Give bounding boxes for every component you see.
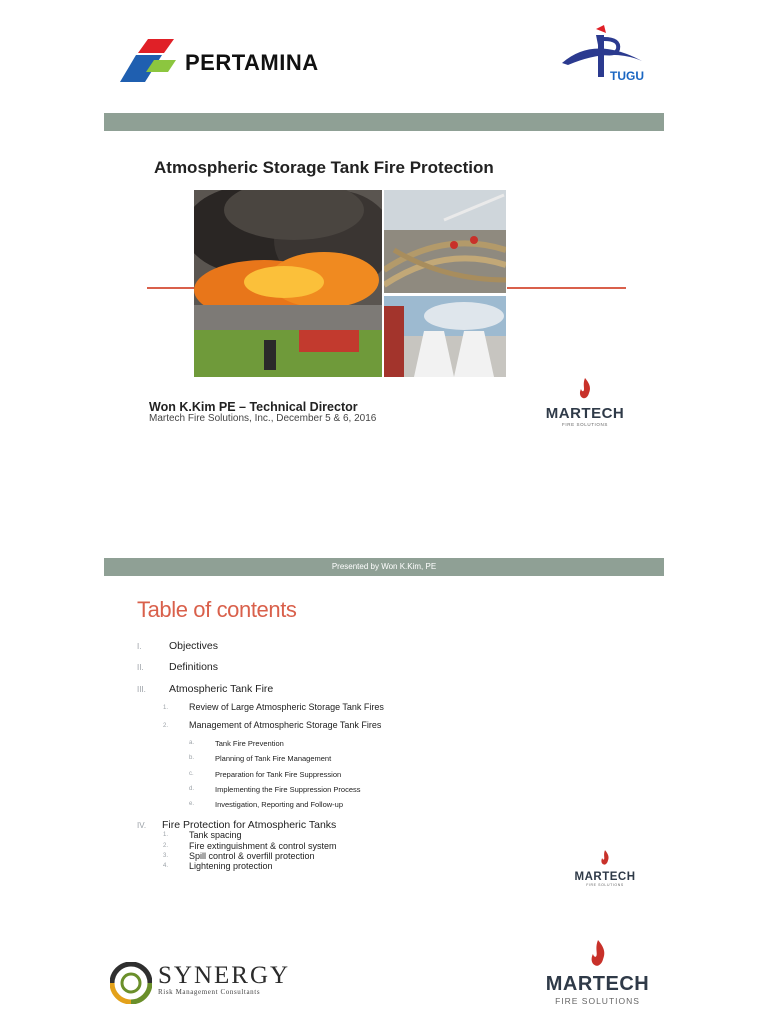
toc-subsection-label: Spill control & overfill protection — [189, 851, 315, 861]
martech-logo-word: MARTECH — [545, 405, 625, 422]
toc-item-letter: b. — [189, 755, 195, 761]
toc-item-label: Investigation, Reporting and Follow-up — [215, 800, 343, 809]
pertamina-logo-text: PERTAMINA — [185, 50, 319, 75]
toc-section-number: II. — [137, 663, 144, 672]
toc-item-label: Planning of Tank Fire Management — [215, 754, 332, 763]
toc-subsection-number: 1. — [163, 705, 169, 711]
presented-by-band: Presented by Won K.Kim, PE — [104, 558, 664, 576]
tank-spray-photo — [384, 296, 506, 377]
toc-subsection-label: Review of Large Atmospheric Storage Tank Fires — [189, 702, 384, 712]
toc-section-number: IV. — [137, 821, 147, 830]
toc-item-letter: c. — [189, 771, 194, 777]
toc-subsection-number: 1. — [163, 832, 169, 838]
martech-logo-sub: FIRE SOLUTIONS — [555, 996, 640, 1006]
toc-item-label: Preparation for Tank Fire Suppression — [215, 770, 342, 779]
toc-subsection-label: Fire extinguishment & control system — [189, 841, 337, 851]
toc-subsection-number: 2. — [163, 723, 169, 729]
presenter-affiliation: Martech Fire Solutions, Inc., December 5 & 6, 2016 — [149, 413, 377, 424]
toc-title: Table of contents — [137, 597, 297, 622]
toc-item-letter: e. — [189, 801, 195, 807]
toc-subsection-label: Lightening protection — [189, 861, 273, 871]
tugu-logo-text: TUGU — [610, 69, 644, 83]
flame-icon — [600, 850, 610, 866]
toc-subsection-number: 3. — [163, 853, 169, 859]
martech-logo-word: MARTECH — [574, 871, 636, 883]
martech-logo-word: MARTECH — [545, 973, 650, 995]
toc-item-label: Tank Fire Prevention — [215, 739, 284, 748]
tugu-logo — [560, 25, 644, 85]
toc-section-number: I. — [137, 642, 142, 651]
synergy-logo-icon — [110, 962, 152, 1004]
accent-line-left — [147, 287, 194, 289]
flame-icon — [578, 378, 592, 400]
header-band — [104, 113, 664, 131]
slide-title: Atmospheric Storage Tank Fire Protection — [154, 158, 494, 177]
presenter-name: Won K.Kim PE – Technical Director — [149, 400, 358, 414]
accent-line-right — [507, 287, 626, 289]
martech-logo-small — [572, 850, 638, 887]
martech-logo-sub: FIRE SOLUTIONS — [586, 883, 624, 887]
toc-section-label: Definitions — [169, 661, 219, 673]
toc-subsection-number: 4. — [163, 863, 169, 869]
tank-fire-photo — [194, 190, 382, 377]
toc-section-label: Fire Protection for Atmospheric Tanks — [162, 819, 337, 831]
martech-logo-sub: FIRE SOLUTIONS — [562, 422, 608, 427]
toc-section-number: III. — [137, 685, 146, 694]
martech-logo — [545, 378, 625, 427]
synergy-logo-sub: Risk Management Consultants — [158, 988, 261, 996]
flame-icon — [589, 940, 607, 968]
martech-logo-footer — [540, 940, 655, 1006]
toc-subsection-label: Management of Atmospheric Storage Tank Fires — [189, 720, 382, 730]
synergy-logo-word: SYNERGY — [158, 962, 291, 989]
toc-item-letter: a. — [189, 740, 195, 746]
toc-subsection-label: Tank spacing — [189, 830, 242, 840]
fire-hoses-photo — [384, 190, 506, 293]
toc-item-label: Implementing the Fire Suppression Process — [215, 785, 361, 794]
toc-section-label: Objectives — [169, 640, 219, 652]
toc-section-label: Atmospheric Tank Fire — [169, 683, 274, 695]
toc-subsection-number: 2. — [163, 843, 169, 849]
toc-item-letter: d. — [189, 786, 195, 792]
